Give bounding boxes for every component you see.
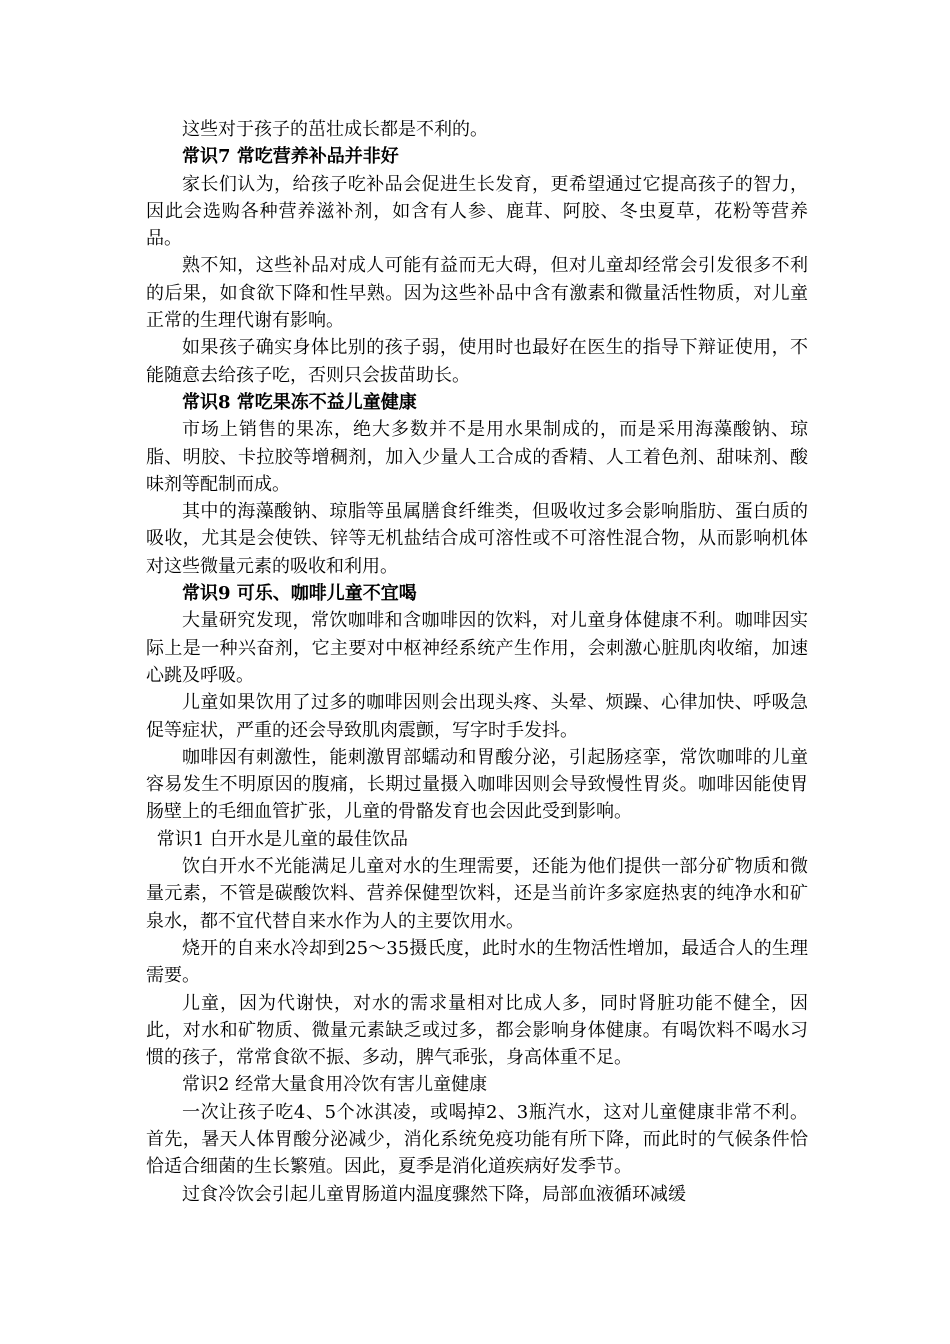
paragraph: 烧开的自来水冷却到25～35摄氏度，此时水的生物活性增加，最适合人的生理需要。 [146,937,808,987]
paragraph: 过食冷饮会引起儿童胃肠道内温度骤然下降，局部血液循环减缓 [182,1183,686,1205]
paragraph: 大量研究发现，常饮咖啡和含咖啡因的饮料，对儿童身体健康不利。咖啡因实际上是一种兴奋剂，它主要对中枢神经系统产生作用，会刺激心脏肌肉收缩，加速心跳及呼吸。 [146,610,808,686]
paragraph: 咖啡因有刺激性，能刺激胃部蠕动和胃酸分泌，引起肠痉挛，常饮咖啡的儿童容易发生不明原因的腹痛，长期过量摄入咖啡因则会导致慢性胃炎。咖啡因能使胃肠壁上的毛细血管扩张，儿童的骨骼发育也会因此受到影响。 [146,746,808,823]
paragraph: 市场上销售的果冻，绝大多数并不是用水果制成的，而是采用海藻酸钠、琼脂、明胶、卡拉胶等增稠剂，加入少量人工合成的香精、人工着色剂、甜味剂、酸味剂等配制而成。 [146,419,808,495]
section-heading: 常识9 可乐、咖啡儿童不宜喝 [182,583,417,605]
section-heading: 常识7 常吃营养补品并非好 [182,146,399,168]
paragraph: 这些对于孩子的茁壮成长都是不利的。 [182,119,488,140]
paragraph: 儿童，因为代谢快，对水的需求量相对比成人多，同时肾脏功能不健全，因此，对水和矿物质、微量元素缺乏或过多，都会影响身体健康。有喝饮料不喝水习惯的孩子，常常食欲不振、多动，脾气乖张，身高体重不足。 [146,992,808,1069]
paragraph: 熟不知，这些补品对成人可能有益而无大碍，但对儿童却经常会引发很多不利的后果，如食欲下降和性早熟。因为这些补品中含有激素和微量活性物质，对儿童正常的生理代谢有影响。 [146,255,808,332]
paragraph: 一次让孩子吃4、5个冰淇凌，或喝掉2、3瓶汽水，这对儿童健康非常不利。 首先，暑天人体胃酸分泌减少，消化系统免疫功能有所下降，而此时的气候条件恰恰适合细菌的生长繁殖。因此，夏季是消化道疾病好发季节。 [146,1101,808,1178]
section-heading: 常识8 常吃果冻不益儿童健康 [182,391,417,413]
section-heading: 常识1 白开水是儿童的最佳饮品 [156,828,408,850]
paragraph: 儿童如果饮用了过多的咖啡因则会出现头疼、头晕、烦躁、心律加快、呼吸急促等症状，严重的还会导致肌肉震颤，写字时手发抖。 [146,692,808,741]
section-heading: 常识2 经常大量食用冷饮有害儿童健康 [182,1074,488,1096]
document-page [146,116,808,1208]
paragraph: 如果孩子确实身体比别的孩子弱，使用时也最好在医生的指导下辩证使用，不能随意去给孩子吃，否则只会拔苗助长。 [146,337,808,386]
paragraph: 家长们认为，给孩子吃补品会促进生长发育，更希望通过它提高孩子的智力，因此会选购各种营养滋补剂，如含有人参、鹿茸、阿胶、冬虫夏草，花粉等营养品。 [146,173,808,250]
paragraph: 饮白开水不光能满足儿童对水的生理需要，还能为他们提供一部分矿物质和微量元素，不管是碳酸饮料、营养保健型饮料，还是当前许多家庭热衷的纯净水和矿泉水，都不宜代替自来水作为人的主要饮用水。 [146,856,808,932]
paragraph: 其中的海藻酸钠、琼脂等虽属膳食纤维类，但吸收过多会影响脂肪、蛋白质的吸收，尤其是会使铁、锌等无机盐结合成可溶性或不可溶性混合物，从而影响机体对这些微量元素的吸收和利用。 [146,501,808,577]
